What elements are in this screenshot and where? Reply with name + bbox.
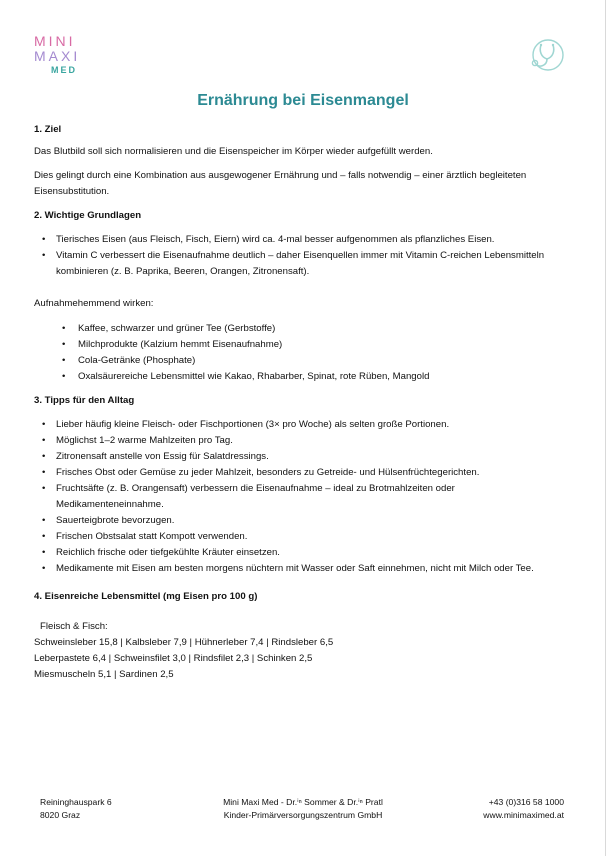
logo-line-2 [34, 49, 94, 64]
logo-text-maxi: MAXI [34, 48, 81, 64]
list-tipps [34, 417, 564, 577]
document-body [34, 122, 564, 683]
footer-contact [483, 796, 564, 822]
list-item: • Sauerteigbrote bevorzugen. [34, 513, 564, 529]
list-item: • Möglichst 1–2 warme Mahlzeiten pro Tag. [34, 433, 564, 449]
section-heading-grundlagen: 2. Wichtige Grundlagen [34, 210, 142, 221]
list-item: • Zitronensaft anstelle von Essig für Salatdressings. [34, 449, 564, 465]
paragraph: Dies gelingt durch eine Kombination aus ausgewogener Ernährung und – falls notwendig – einer ärztlich begleiteten Eisensubstitution. [34, 170, 527, 197]
footer-phone: +43 (0)316 58 1000 [488, 797, 564, 807]
food-line: Schweinsleber 15,8 | Kalbsleber 7,9 | Hühnerleber 7,4 | Rindsleber 6,5 [34, 637, 334, 648]
section-heading-tipps: 3. Tipps für den Alltag [34, 395, 135, 406]
section-heading-ziel: 1. Ziel [34, 124, 62, 135]
list-item: • Frischen Obstsalat statt Kompott verwenden. [34, 529, 564, 545]
stethoscope-icon [527, 36, 567, 76]
logo [34, 34, 94, 75]
logo-line-1 [34, 34, 94, 49]
food-line: Leberpastete 6,4 | Schweinsfilet 3,0 | Rindsfilet 2,3 | Schinken 2,5 [34, 653, 313, 664]
list-grundlagen [34, 232, 564, 280]
list-item: • Vitamin C verbessert die Eisenaufnahme deutlich – daher Eisenquellen immer mit Vitamin C-reichen Lebensmitteln kombinieren (z. B. Paprika, Beeren, Orangen, Zitronensaft). [34, 248, 564, 280]
food-line: Miesmuscheln 5,1 | Sardinen 2,5 [34, 669, 174, 680]
list-inhibitors [34, 321, 564, 385]
page-title: Ernährung bei Eisenmangel [197, 92, 409, 109]
list-item: • Kaffee, schwarzer und grüner Tee (Gerbstoffe) [34, 321, 564, 337]
list-item: • Reichlich frische oder tiefgekühlte Kräuter einsetzen. [34, 545, 564, 561]
list-item: • Frisches Obst oder Gemüse zu jeder Mahlzeit, besonders zu Getreide- und Hülsenfrüchtegerichten. [34, 465, 564, 481]
list-item: • Fruchtsäfte (z. B. Orangensaft) verbessern die Eisenaufnahme – ideal zu Brotmahlzeiten oder Medikamenteneinnahme. [34, 481, 564, 513]
section-heading-lebensmittel: 4. Eisenreiche Lebensmittel (mg Eisen pro 100 g) [34, 591, 258, 602]
logo-text-med: MED [51, 65, 77, 75]
footer-company-type: Kinder-Primärversorgungszentrum GmbH [223, 810, 383, 820]
list-item: • Milchprodukte (Kalzium hemmt Eisenaufnahme) [34, 337, 564, 353]
list-item: • Medikamente mit Eisen am besten morgens nüchtern mit Wasser oder Saft einnehmen, nicht mit Milch oder Tee. [34, 561, 564, 577]
food-list [34, 619, 564, 635]
footer-city: 8020 Graz [40, 810, 81, 820]
footer-company-name: Mini Maxi Med - Dr.ⁱⁿ Sommer & Dr.ⁱⁿ Pratl [223, 797, 383, 807]
logo-text-mini: MINI [34, 33, 76, 49]
list-item: • Oxalsäurereiche Lebensmittel wie Kakao, Rhabarber, Spinat, rote Rüben, Mangold [34, 369, 564, 385]
footer-website: www.minimaximed.at [483, 810, 564, 820]
list-item: • Tierisches Eisen (aus Fleisch, Fisch, Eiern) wird ca. 4-mal besser aufgenommen als pflanzliches Eisen. [34, 232, 564, 248]
paragraph: Aufnahmehemmend wirken: [34, 298, 154, 309]
food-group-label: Fleisch & Fisch: [40, 621, 108, 632]
list-item: • Cola-Getränke (Phosphate) [34, 353, 564, 369]
footer-street: Reininghauspark 6 [40, 797, 112, 807]
paragraph: Das Blutbild soll sich normalisieren und die Eisenspeicher im Körper wieder aufgefüllt werden. [34, 146, 433, 157]
list-item: • Lieber häufig kleine Fleisch- oder Fischportionen (3× pro Woche) als selten große Portionen. [34, 417, 564, 433]
